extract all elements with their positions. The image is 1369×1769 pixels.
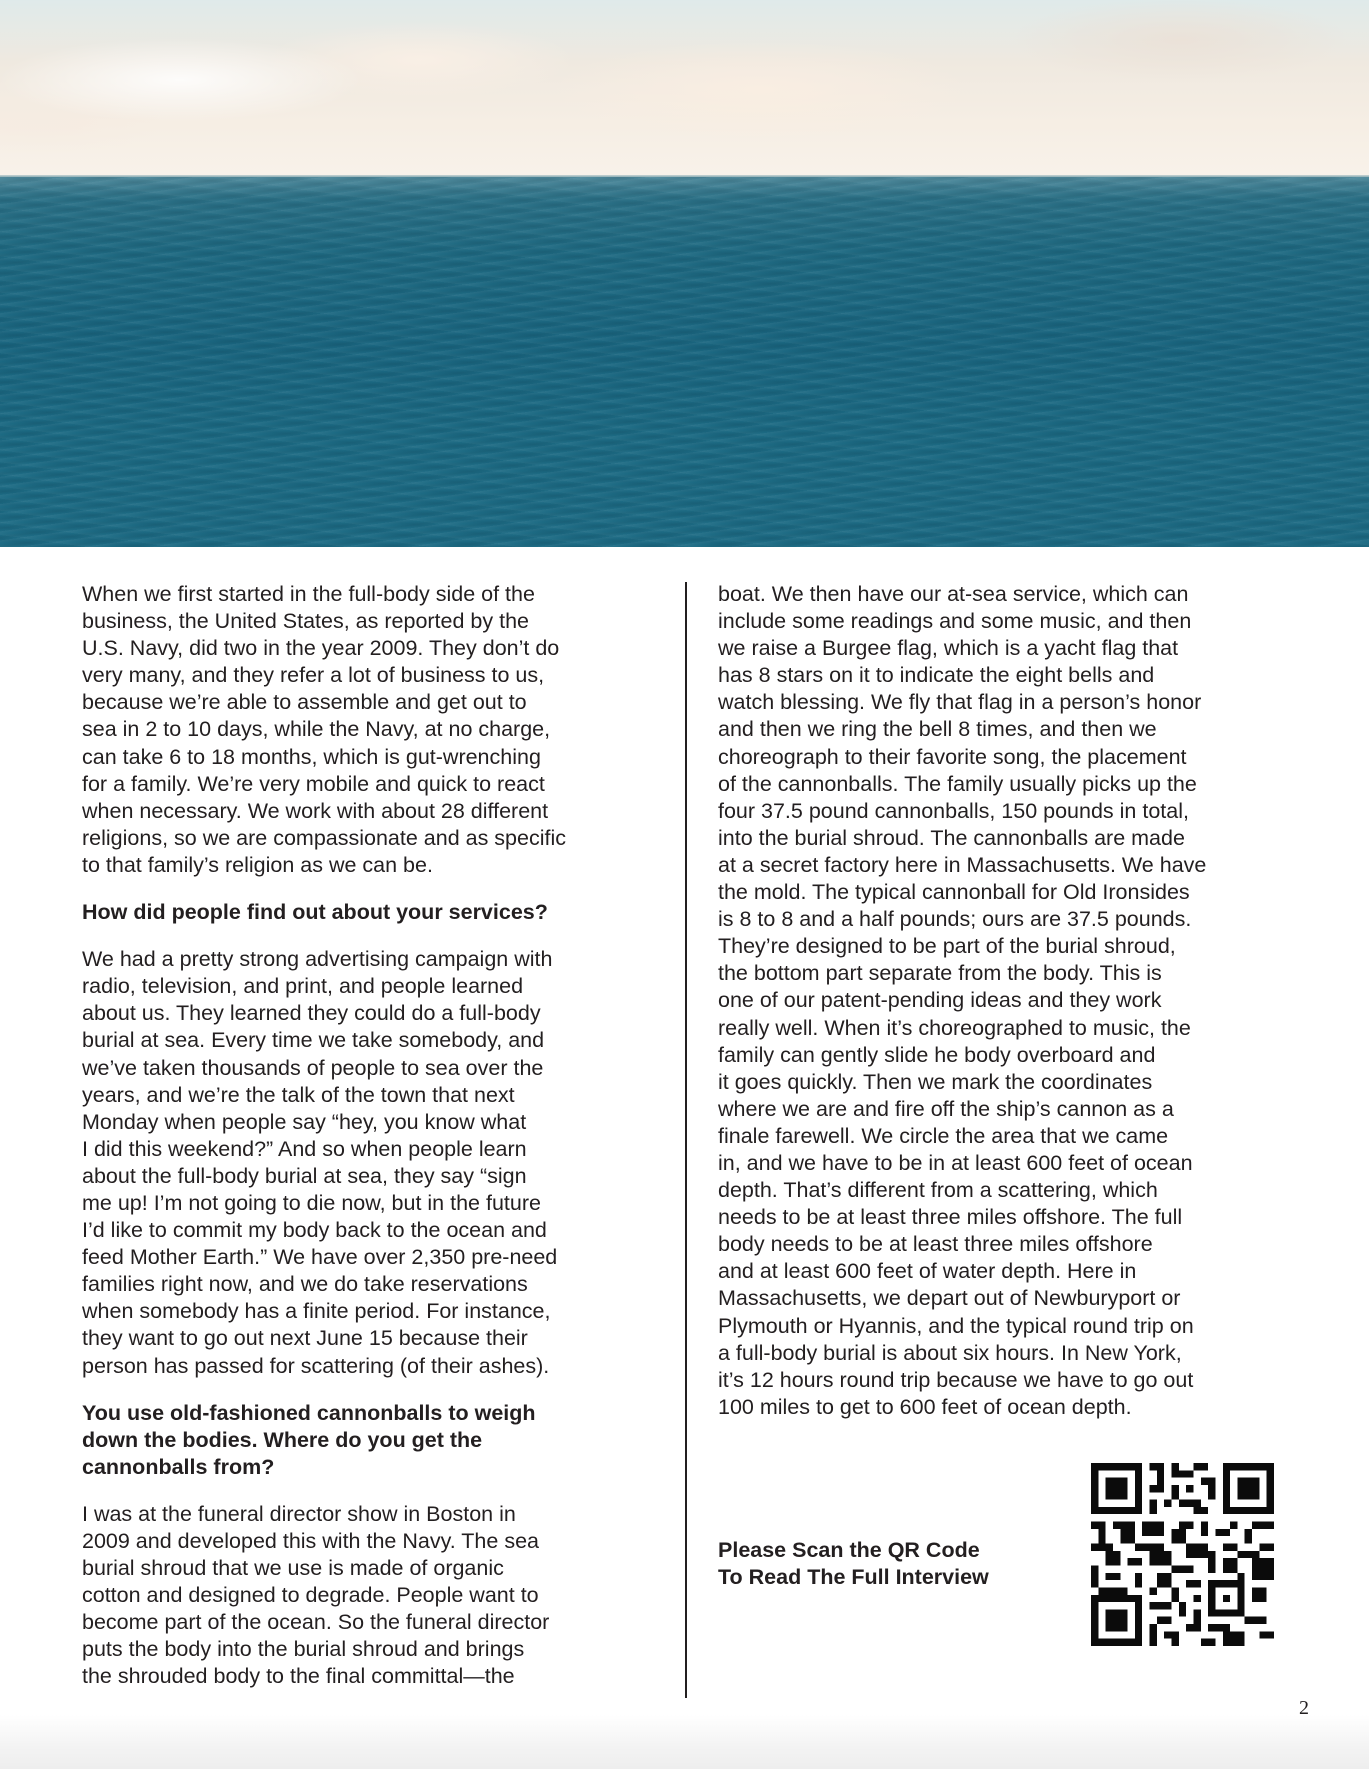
text-line: it goes quickly. Then we mark the coordinates xyxy=(718,1069,1153,1094)
paragraph-gap xyxy=(82,1481,657,1501)
text-line: When we first started in the full-body side of the xyxy=(82,582,535,606)
text-line: to that family’s religion as we can be. xyxy=(82,852,433,877)
text-line: years, and we’re the talk of the town that next xyxy=(82,1082,515,1107)
text-line: one of our patent-pending ideas and they work xyxy=(718,988,1162,1013)
sea-area xyxy=(0,177,1369,547)
answer-paragraph-2 xyxy=(82,946,657,1380)
qr-call-to-action xyxy=(718,1537,989,1591)
text-line: we raise a Burgee flag, which is a yacht flag that xyxy=(718,636,1179,661)
text-line: the shrouded body to the final committal—the xyxy=(82,1664,515,1689)
interview-question-2 xyxy=(82,1400,657,1481)
text-line: They’re designed to be part of the burial shroud, xyxy=(718,934,1176,959)
text-line: where we are and fire off the ship’s cannon as a xyxy=(718,1096,1174,1121)
text-line: become part of the ocean. So the funeral director xyxy=(82,1610,550,1635)
text-line: religions, so we are compassionate and as specific xyxy=(82,825,567,850)
question-line: How did people find out about your services? xyxy=(82,900,548,925)
text-line: into the burial shroud. The cannonballs are made xyxy=(718,825,1185,850)
text-line: it’s 12 hours round trip because we have to go out xyxy=(718,1367,1194,1392)
text-line: sea in 2 to 10 days, while the Navy, at no charge, xyxy=(82,717,551,742)
footer-band xyxy=(0,1715,1369,1769)
text-line: me up! I’m not going to die now, but in the future xyxy=(82,1190,541,1215)
text-line: four 37.5 pound cannonballs, 150 pounds in total, xyxy=(718,798,1189,823)
question-line: You use old-fashioned cannonballs to weigh xyxy=(82,1400,536,1425)
text-line: puts the body into the burial shroud and brings xyxy=(82,1637,525,1662)
text-line: family can gently slide he body overboard and xyxy=(718,1042,1156,1067)
answer-paragraph-3-continued xyxy=(718,581,1298,1421)
text-line: 2009 and developed this with the Navy. The sea xyxy=(82,1529,539,1553)
text-line: in, and we have to be in at least 600 feet of ocean xyxy=(718,1150,1193,1175)
text-line: I’d like to commit my body back to the ocean and xyxy=(82,1218,547,1243)
text-line: Monday when people say “hey, you know what xyxy=(82,1109,527,1134)
text-line: when necessary. We work with about 28 different xyxy=(82,798,549,823)
text-line: watch blessing. We fly that flag in a person’s honor xyxy=(718,690,1202,715)
left-column xyxy=(82,581,657,1691)
answer-paragraph-1 xyxy=(82,581,657,879)
text-line: the bottom part separate from the body. This is xyxy=(718,961,1162,986)
text-line: body needs to be at least three miles offshore xyxy=(718,1232,1153,1257)
interview-question-1 xyxy=(82,899,657,926)
text-line: Plymouth or Hyannis, and the typical round trip on xyxy=(718,1313,1194,1338)
text-line: cotton and designed to degrade. People want to xyxy=(82,1583,539,1608)
text-line: very many, and they refer a lot of business to us, xyxy=(82,663,545,688)
text-line: when somebody has a finite period. For instance, xyxy=(82,1299,551,1324)
text-line: I was at the funeral director show in Boston in xyxy=(82,1501,516,1526)
text-line: burial at sea. Every time we take somebody, and xyxy=(82,1028,545,1053)
text-line: We had a pretty strong advertising campaign with xyxy=(82,947,553,972)
page-number: 2 xyxy=(1299,1697,1309,1719)
text-line: choreograph to their favorite song, the placement xyxy=(718,744,1187,769)
question-line: down the bodies. Where do you get the xyxy=(82,1427,483,1452)
text-line: I did this weekend?” And so when people learn xyxy=(82,1136,527,1161)
qr-code-icon[interactable] xyxy=(1091,1463,1274,1646)
hero-ocean-photo xyxy=(0,0,1369,547)
text-line: person has passed for scattering (of their ashes). xyxy=(82,1353,550,1378)
right-column xyxy=(718,581,1298,1421)
text-line: the mold. The typical cannonball for Old Ironsides xyxy=(718,880,1190,905)
text-line: 100 miles to get to 600 feet of ocean depth. xyxy=(718,1394,1132,1419)
question-line: cannonballs from? xyxy=(82,1454,275,1479)
text-line: is 8 to 8 and a half pounds; ours are 37.5 pounds. xyxy=(718,907,1192,932)
text-line: and at least 600 feet of water depth. Here in xyxy=(718,1259,1137,1284)
paragraph-gap xyxy=(82,926,657,946)
text-line: can take 6 to 18 months, which is gut-wrenching xyxy=(82,744,541,769)
text-line: Massachusetts, we depart out of Newburyport or xyxy=(718,1286,1181,1311)
text-line: U.S. Navy, did two in the year 2009. They don’t do xyxy=(82,636,560,661)
text-line: depth. That’s different from a scattering, which xyxy=(718,1178,1158,1203)
text-line: of the cannonballs. The family usually picks up the xyxy=(718,771,1197,796)
cta-line: Please Scan the QR Code xyxy=(718,1538,980,1562)
column-divider xyxy=(685,582,687,1698)
paragraph-gap xyxy=(82,879,657,899)
text-line: and then we ring the bell 8 times, and then we xyxy=(718,717,1157,742)
text-line: because we’re able to assemble and get out to xyxy=(82,690,527,715)
text-line: has 8 stars on it to indicate the eight bells and xyxy=(718,663,1155,688)
text-line: boat. We then have our at-sea service, which can xyxy=(718,582,1189,606)
text-line: include some readings and some music, and then xyxy=(718,609,1192,634)
text-line: at a secret factory here in Massachusetts. We have xyxy=(718,852,1207,877)
text-line: families right now, and we do take reservations xyxy=(82,1272,528,1297)
text-line: really well. When it’s choreographed to music, the xyxy=(718,1015,1191,1040)
text-line: they want to go out next June 15 because their xyxy=(82,1326,528,1351)
text-line: business, the United States, as reported by the xyxy=(82,609,529,634)
sky-area xyxy=(0,0,1369,177)
cta-line: To Read The Full Interview xyxy=(718,1565,989,1589)
text-line: needs to be at least three miles offshore. The full xyxy=(718,1205,1183,1230)
text-line: about us. They learned they could do a full-body xyxy=(82,1001,541,1026)
text-line: feed Mother Earth.” We have over 2,350 pre-need xyxy=(82,1245,558,1270)
text-line: finale farewell. We circle the area that we came xyxy=(718,1123,1169,1148)
text-line: radio, television, and print, and people learned xyxy=(82,974,524,999)
answer-paragraph-3 xyxy=(82,1501,657,1691)
text-line: about the full-body burial at sea, they say “sign xyxy=(82,1163,527,1188)
text-line: burial shroud that we use is made of organic xyxy=(82,1556,504,1581)
text-line: a full-body burial is about six hours. In New York, xyxy=(718,1340,1182,1365)
paragraph-gap xyxy=(82,1380,657,1400)
text-line: for a family. We’re very mobile and quick to react xyxy=(82,771,545,796)
text-line: we’ve taken thousands of people to sea over the xyxy=(82,1055,544,1080)
